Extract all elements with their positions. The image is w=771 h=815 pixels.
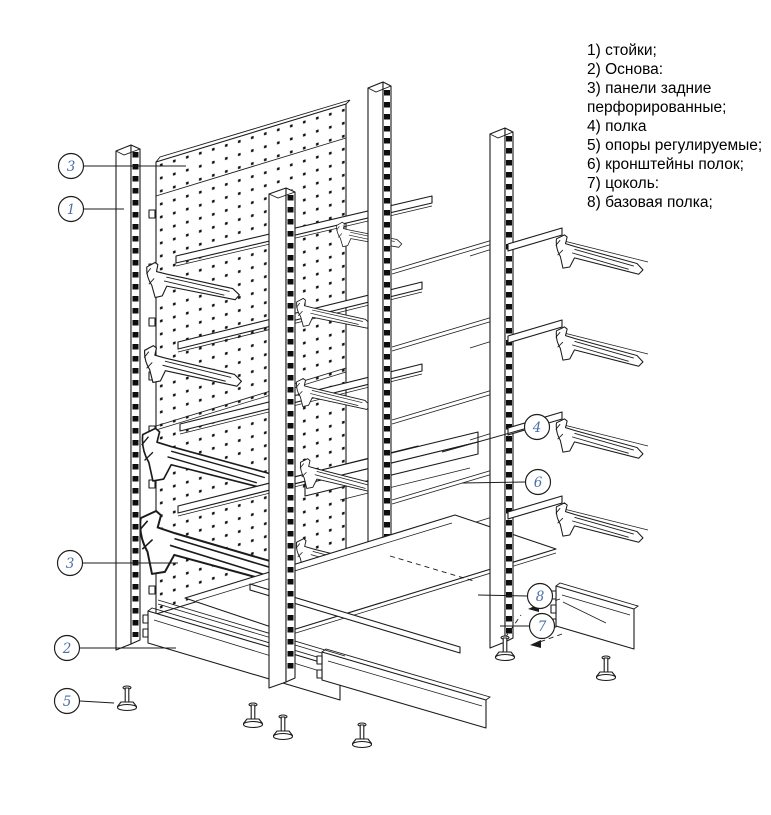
plinth-right — [551, 583, 638, 649]
callout-1 — [59, 197, 125, 222]
callout-number: 8 — [535, 589, 545, 605]
shelf-bracket — [553, 234, 645, 276]
shelf-bracket — [553, 326, 645, 368]
callout-number: 7 — [537, 619, 547, 635]
legend-line: 5) опоры регулируемые; — [587, 137, 763, 154]
callout-number: 4 — [532, 420, 542, 436]
legend-line: 3) панели задние — [587, 80, 712, 97]
adjustable-foot — [274, 715, 293, 740]
plinth-front-right — [317, 649, 490, 728]
callout-number: 1 — [66, 202, 76, 218]
upright-post-right — [490, 128, 513, 648]
legend — [587, 41, 771, 212]
callout-8 — [478, 584, 553, 609]
callout-number: 6 — [533, 475, 543, 491]
legend-line: перфорированные; — [587, 99, 727, 116]
shelf-bracket — [553, 418, 645, 460]
adjustable-foot — [244, 703, 263, 728]
upright-post-back — [368, 82, 391, 570]
callout-number: 3 — [65, 556, 75, 572]
shelf-bracket — [553, 502, 645, 544]
legend-line: 7) цоколь: — [587, 175, 660, 192]
legend-line: 1) стойки; — [587, 42, 657, 59]
adjustable-foot — [118, 686, 137, 711]
callout-number: 2 — [62, 641, 72, 657]
adjustable-foot — [597, 656, 616, 681]
upright-post-middle — [269, 188, 295, 688]
legend-line: 6) кронштейны полок; — [587, 156, 744, 173]
legend-line: 2) Основа: — [587, 61, 664, 78]
callout-number: 5 — [62, 694, 72, 710]
legend-line: 8) базовая полка; — [587, 194, 713, 211]
legend-line: 4) полка — [587, 118, 647, 135]
callout-5 — [55, 689, 115, 714]
right-shelves — [508, 228, 648, 545]
callout-number: 3 — [66, 159, 76, 175]
adjustable-foot — [353, 723, 372, 748]
upright-post-left — [116, 145, 140, 650]
